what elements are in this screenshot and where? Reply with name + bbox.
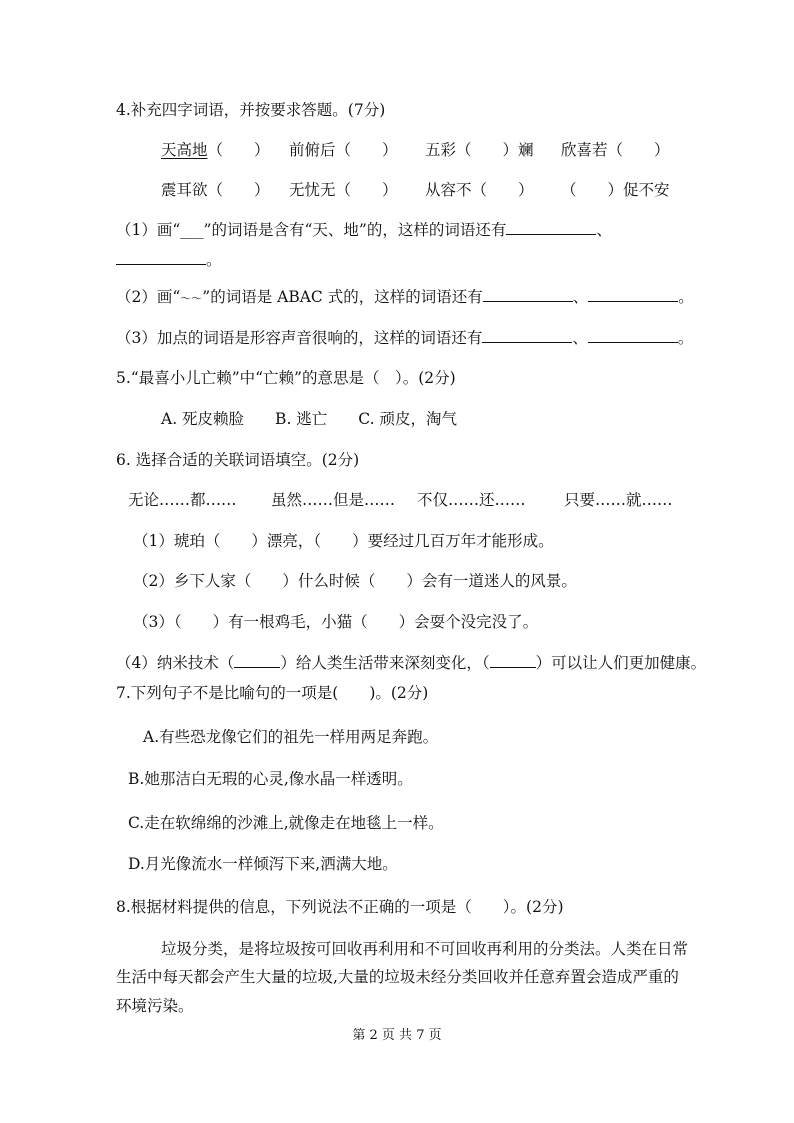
q6-choice-3: 不仅……还…… bbox=[417, 491, 526, 509]
wavy-mark: ～～ bbox=[180, 292, 203, 305]
q4-row1-item-2: 前俯后（ ） bbox=[289, 141, 398, 159]
q6-choices bbox=[128, 489, 673, 511]
q4-title: 4.补充四字词语，并按要求答题。(7分) bbox=[116, 101, 386, 119]
q4-sub3: （3）加点的词语是形容声音很响的，这样的词语还有 、 。 bbox=[116, 329, 694, 347]
answer-blank[interactable] bbox=[116, 249, 206, 265]
q7-option-b: B.她那洁白无瑕的心灵,像水晶一样透明。 bbox=[128, 770, 413, 788]
q4-sub2: （2）画“～～”的词语是 ABAC 式的，这样的词语还有 、 。 bbox=[116, 288, 694, 306]
q5-title: 5.“最喜小儿亡赖”中“亡赖”的意思是（ ）。(2分) bbox=[116, 369, 456, 387]
q4-row1-item-1: 天高地（ ） bbox=[161, 141, 270, 159]
answer-blank[interactable] bbox=[506, 219, 596, 235]
answer-blank[interactable] bbox=[588, 286, 678, 302]
q8-passage-line-2: 生活中每天都会产生大量的垃圾,大量的垃圾未经分类回收并任意弃置会造成严重的 bbox=[116, 968, 679, 986]
page-footer: 第 2 页 共 7 页 bbox=[352, 1028, 442, 1043]
q4-row2-item-2: 无忧无（ ） bbox=[289, 181, 398, 199]
q6-choice-4: 只要……就…… bbox=[564, 491, 673, 509]
q6-item-1: （1）琥珀（ ）漂亮，（ ）要经过几百万年才能形成。 bbox=[133, 532, 554, 550]
q7-option-a: A.有些恐龙像它们的祖先一样用两足奔跑。 bbox=[143, 728, 439, 746]
q5-options: A. 死皮赖脸 B. 逃亡 C. 顽皮，淘气 bbox=[161, 410, 457, 428]
q7-option-c: C.走在软绵绵的沙滩上,就像走在地毯上一样。 bbox=[128, 814, 444, 832]
q4-row2 bbox=[161, 179, 670, 201]
q4-row1-item-3: 五彩（ ）斓 bbox=[425, 141, 534, 159]
q8-title: 8.根据材料提供的信息，下列说法不正确的一项是（ ）。(2分) bbox=[116, 898, 564, 916]
answer-blank[interactable] bbox=[234, 652, 280, 668]
q6-item-4: （4）纳米技术（ ）给人类生活带来深刻变化，（ ）可以让人们更加健康。 bbox=[116, 654, 707, 672]
answer-blank[interactable] bbox=[482, 327, 572, 343]
q8-passage-line-1: 垃圾分类，是将垃圾按可回收再利用和不可回收再利用的分类法。人类在日常 bbox=[161, 940, 689, 958]
q7-title: 7.下列句子不是比喻句的一项是( )。(2分) bbox=[116, 684, 429, 702]
answer-blank[interactable] bbox=[490, 652, 536, 668]
q6-choice-1: 无论……都…… bbox=[128, 491, 237, 509]
q6-choice-2: 虽然……但是…… bbox=[271, 491, 396, 509]
q4-row2-item-4: （ ）促不安 bbox=[561, 181, 670, 199]
q4-row2-item-3: 从容不（ ） bbox=[425, 181, 534, 199]
q4-row1-item-4: 欣喜若（ ） bbox=[561, 141, 670, 159]
q4-sub1: （1）画“___”的词语是含有“天、地”的，这样的词语还有 、 bbox=[116, 221, 612, 239]
answer-blank[interactable] bbox=[588, 327, 678, 343]
q7-option-d: D.月光像流水一样倾泻下来,洒满大地。 bbox=[128, 855, 398, 873]
q6-title: 6. 选择合适的关联词语填空。(2分) bbox=[116, 451, 360, 469]
q4-sub1-cont: 。 bbox=[116, 249, 222, 271]
q6-item-3: （3）（ ）有一根鸡毛，小猫（ ）会耍个没完没了。 bbox=[133, 613, 539, 631]
q8-passage-line-3: 环境污染。 bbox=[116, 997, 194, 1015]
underline-mark: ___ bbox=[180, 221, 204, 239]
q6-item-2: （2）乡下人家（ ）什么时候（ ）会有一道迷人的风景。 bbox=[133, 572, 577, 590]
answer-blank[interactable] bbox=[483, 286, 573, 302]
q4-row1 bbox=[161, 139, 670, 161]
q4-row2-item-1: 震耳欲（ ） bbox=[161, 181, 270, 199]
